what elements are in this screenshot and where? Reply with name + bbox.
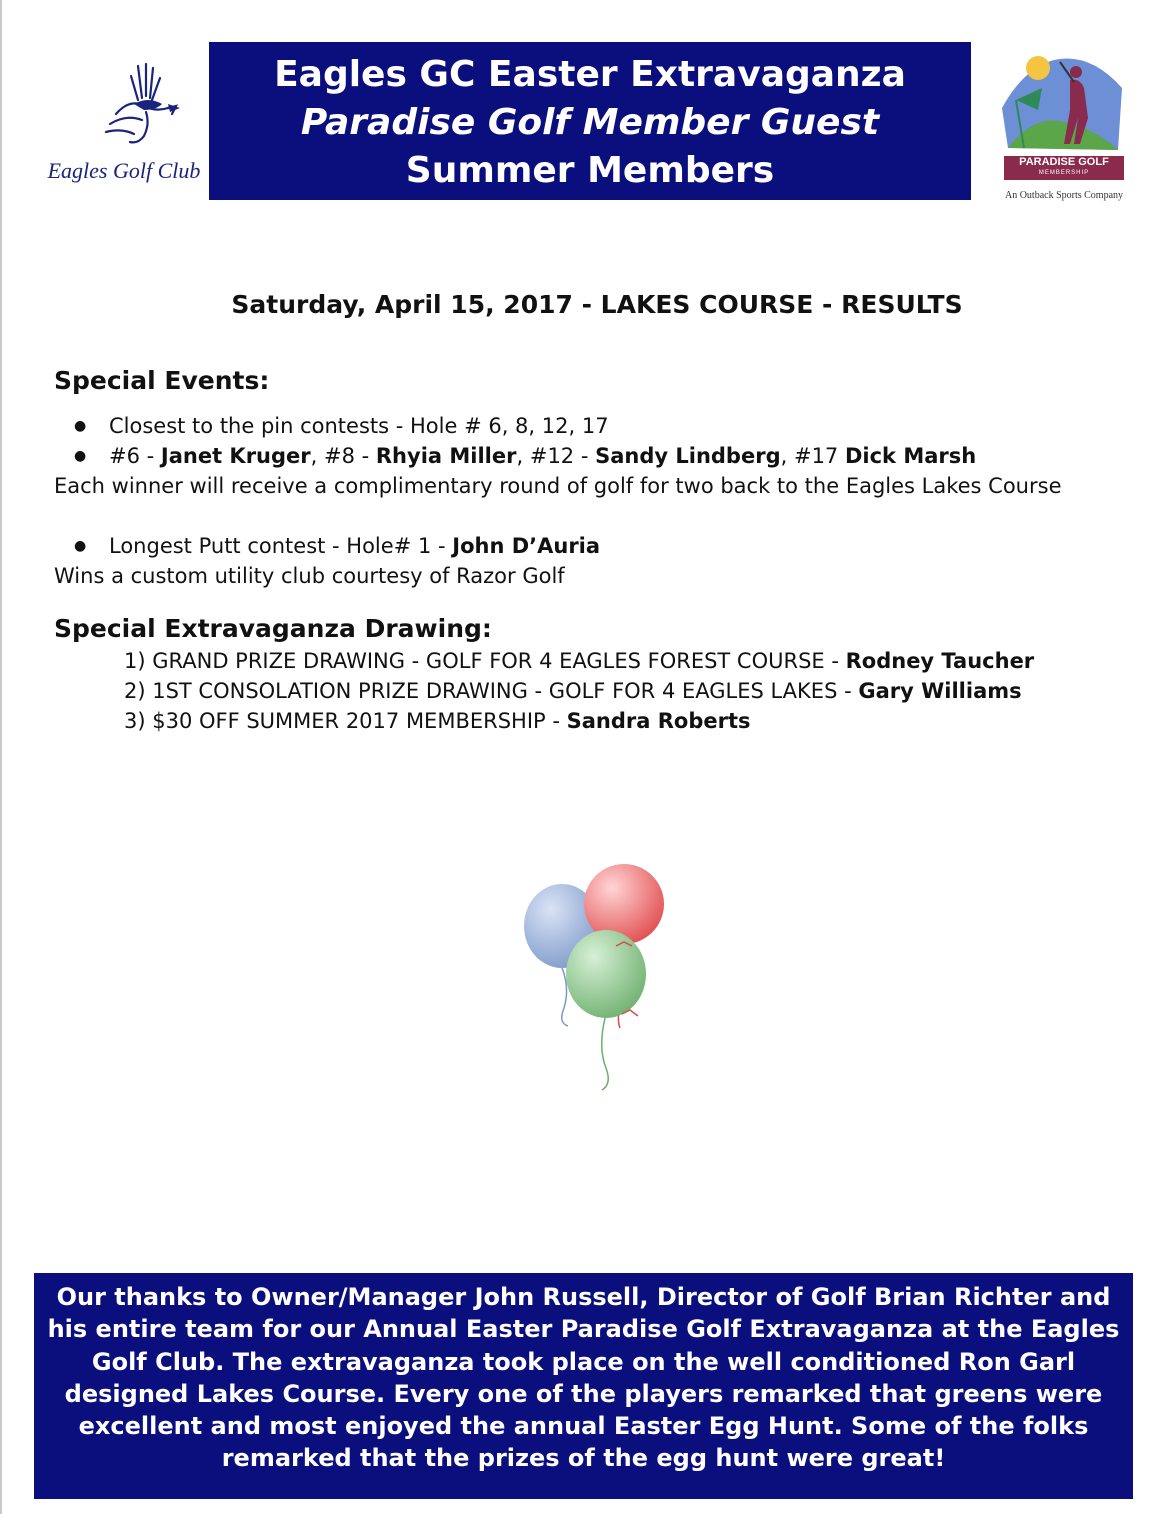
title-line-1: Eagles GC Easter Extravaganza	[274, 54, 906, 95]
winner-hole-label: #8 -	[324, 444, 376, 468]
closest-pin-winners-line	[109, 444, 976, 468]
paradise-golf-badge-text: PARADISE GOLF	[1019, 156, 1109, 168]
winner-hole-label: #6 -	[109, 444, 161, 468]
drawing-heading: Special Extravaganza Drawing:	[54, 614, 492, 643]
special-events-heading: Special Events:	[54, 366, 270, 395]
drawing-item	[124, 679, 1022, 703]
drawing-winner: Sandra Roberts	[566, 709, 751, 733]
balloons-icon	[510, 858, 680, 1094]
eagles-golf-club-logo	[38, 58, 210, 188]
bullet-icon: ●	[74, 448, 87, 464]
winner-separator: ,	[310, 444, 324, 468]
drawing-prize: 1) GRAND PRIZE DRAWING - GOLF FOR 4 EAGLES FOREST COURSE -	[124, 649, 846, 673]
thanks-text: Our thanks to Owner/Manager John Russell, Director of Golf Brian Richter and his entire team for our Annual Easter Paradise Golf Extravaganza at the Eagles Golf Club. The extravaganza took place on the well conditioned Ron Garl designed Lakes Course. Every one of the players remarked that greens were excellent and most enjoyed the annual Easter Egg Hunt. Some of the folks remarked that the prizes of the egg hunt were great!	[47, 1283, 1120, 1473]
winner-name: Dick Marsh	[844, 444, 977, 468]
winner-hole-label: #17	[793, 444, 845, 468]
closest-pin-line: Closest to the pin contests - Hole # 6, 8, 12, 17	[109, 414, 609, 438]
winner-name: Sandy Lindberg	[595, 444, 781, 468]
bullet-icon: ●	[74, 538, 87, 554]
drawing-prize: 2) 1ST CONSOLATION PRIZE DRAWING - GOLF FOR 4 EAGLES LAKES -	[124, 679, 859, 703]
paradise-golf-badge	[1004, 156, 1124, 180]
results-date-line: Saturday, April 15, 2017 - LAKES COURSE - RESULTS	[231, 290, 963, 319]
eagle-icon	[86, 58, 206, 158]
golfer-icon	[994, 48, 1134, 158]
winner-hole-label: #12 -	[529, 444, 596, 468]
title-line-2: Paradise Golf Member Guest	[300, 102, 880, 143]
longest-putt-label: Longest Putt contest - Hole# 1 -	[109, 534, 453, 558]
title-banner	[209, 42, 971, 200]
longest-putt-winner: John D’Auria	[452, 534, 601, 558]
bullet-icon: ●	[74, 418, 87, 434]
longest-putt-prize-note: Wins a custom utility club courtesy of Razor Golf	[54, 564, 565, 588]
winner-separator: ,	[780, 444, 794, 468]
drawing-winner: Rodney Taucher	[845, 649, 1035, 673]
paradise-golf-badge-subtext: MEMBERSHIP	[1038, 170, 1090, 176]
paradise-golf-logo	[994, 48, 1134, 208]
drawing-prize: 3) $30 OFF SUMMER 2017 MEMBERSHIP -	[124, 709, 567, 733]
thanks-banner	[34, 1273, 1133, 1499]
paradise-company-text: An Outback Sports Company	[1004, 190, 1124, 201]
page-edge-rule	[0, 0, 2, 1514]
longest-putt-line	[109, 534, 600, 558]
winner-name: Rhyia Miller	[375, 444, 517, 468]
drawing-item	[124, 709, 751, 733]
winner-separator: ,	[516, 444, 530, 468]
title-line-3: Summer Members	[405, 150, 775, 191]
winner-name: Janet Kruger	[160, 444, 311, 468]
drawing-winner: Gary Williams	[858, 679, 1022, 703]
eagles-logo-text: Eagles Golf Club	[47, 158, 201, 183]
winner-prize-note: Each winner will receive a complimentary round of golf for two back to the Eagles Lakes Course	[54, 474, 1062, 498]
drawing-item	[124, 649, 1034, 673]
